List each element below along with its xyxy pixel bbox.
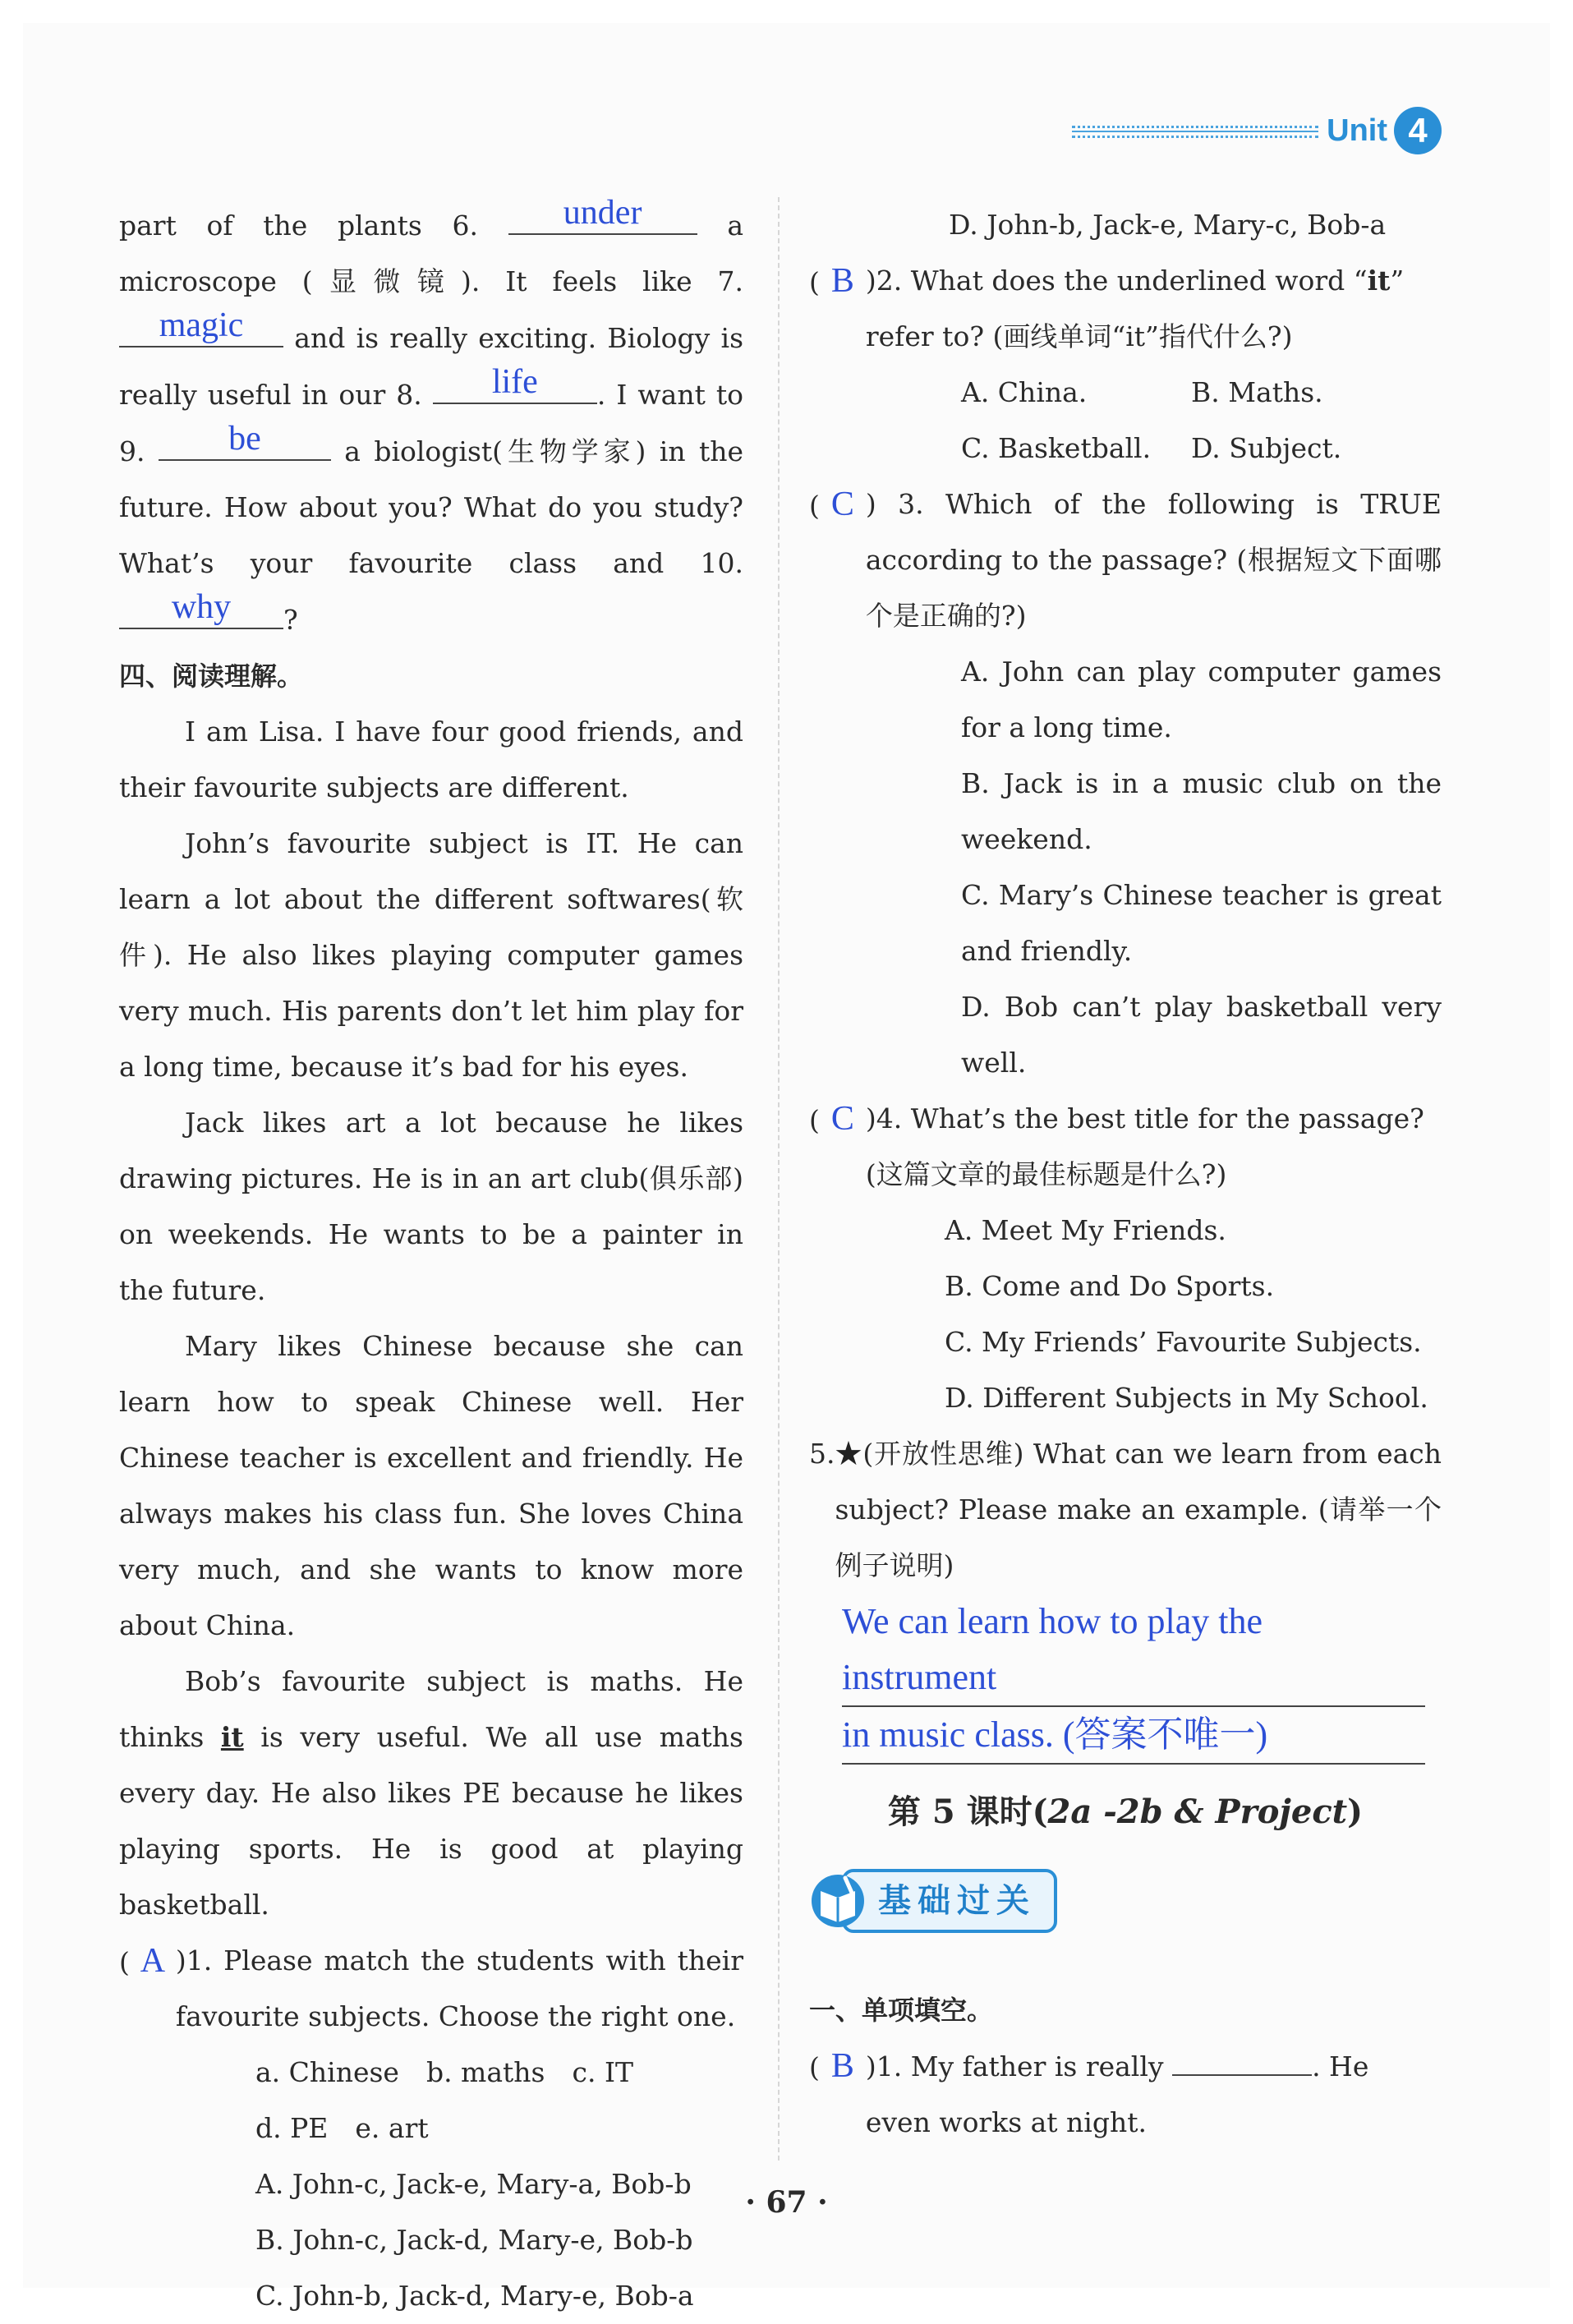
option-d: D. Subject. xyxy=(1191,432,1342,464)
star-icon: ★ xyxy=(835,1438,863,1470)
answer-paren: ( B xyxy=(809,2038,866,2151)
option-d: D. Different Subjects in My School. xyxy=(945,1382,1428,1414)
reading-paragraph-5 xyxy=(119,1654,743,1933)
cloze-text: part of the plants 6. xyxy=(119,209,478,242)
answer-7: magic xyxy=(159,306,244,344)
paragraph-text: is very useful. We all use maths every day. He also likes PE because he likes playing sports. He is good at playing basketball. xyxy=(119,1721,743,1921)
option-c: C. Basketball. xyxy=(961,432,1152,464)
option-c: C. My Friends’ Favourite Subjects. xyxy=(945,1326,1422,1358)
question-5-number: 5. xyxy=(809,1438,835,1470)
badge-label: 基础过关 xyxy=(842,1869,1057,1933)
question-text: (开放性思维) What can we learn from each subject? Please make an example. (请举一个例子说明) xyxy=(835,1438,1442,1581)
right-column xyxy=(809,197,1442,2151)
cloze-text: a microscope (显微镜). It feels like 7. xyxy=(119,209,743,297)
lesson-title xyxy=(809,1779,1442,1845)
exercise-1 xyxy=(809,2038,1442,2151)
lesson-title-subtitle: 2a -2b & Project xyxy=(1047,1792,1348,1831)
answer-paren: ( A xyxy=(119,1933,176,2045)
column-divider xyxy=(778,197,780,2161)
option-d: D. John-b, Jack-e, Mary-c, Bob-a xyxy=(949,209,1387,241)
exercise-1-text xyxy=(866,2038,1442,2151)
question-2-options xyxy=(809,365,1442,476)
question-text: ” refer to? (画线单词“it”指代什么?) xyxy=(865,265,1405,352)
question-text: )2. What does the underlined word “ xyxy=(865,265,1368,297)
subject-list: a. Chinese b. maths c. IT xyxy=(255,2056,633,2088)
cloze-text: a biologist(生物学家) in the future. How about you? What do you study? What’s your favourite class and 10. xyxy=(119,435,743,579)
question-3-answer[interactable]: C xyxy=(830,486,854,523)
question-4-text: )4. What’s the best title for the passage? (这篇文章的最佳标题是什么?) xyxy=(865,1102,1424,1190)
answer-paren: ( C xyxy=(809,476,866,644)
question-1 xyxy=(119,1933,743,2045)
answer-paren: ( C xyxy=(809,1091,866,1203)
question-5-answer[interactable] xyxy=(809,1594,1425,1765)
option-c: C. John-b, Jack-d, Mary-e, Bob-a xyxy=(255,2280,694,2312)
book-icon xyxy=(809,1868,867,1934)
subject-list: d. PE e. art xyxy=(255,2112,429,2144)
option-a: A. Meet My Friends. xyxy=(945,1214,1226,1246)
blank-8[interactable] xyxy=(433,363,597,404)
option-a: A. John-c, Jack-e, Mary-a, Bob-b xyxy=(255,2168,692,2200)
option-a: A. John can play computer games for a long time. xyxy=(961,656,1442,743)
question-4-answer[interactable]: C xyxy=(830,1100,854,1138)
question-2-text xyxy=(866,253,1442,365)
question-1-text: )1. Please match the students with their favourite subjects. Choose the right one. xyxy=(175,1944,743,2032)
option-b: B. Come and Do Sports. xyxy=(945,1270,1275,1302)
underlined-word: it xyxy=(220,1721,244,1753)
exercise-1-answer[interactable]: B xyxy=(830,2047,854,2085)
option-b: B. Jack is in a music club on the weekend. xyxy=(961,767,1442,855)
exercise-1-blank[interactable] xyxy=(1172,2038,1312,2076)
page-number: · 67 · xyxy=(745,2185,828,2220)
question-3-options xyxy=(809,644,1442,1091)
left-column xyxy=(119,194,743,2324)
cloze-text: and is really exciting. Biology is really useful in our 8. xyxy=(119,322,743,411)
blank-7[interactable] xyxy=(119,306,283,347)
question-text: . He even works at night. xyxy=(865,2050,1369,2138)
blank-10[interactable] xyxy=(119,588,283,629)
answer-6: under xyxy=(563,194,642,232)
cloze-passage xyxy=(119,194,743,648)
option-b: B. Maths. xyxy=(1191,376,1323,408)
question-3-text: ) 3. Which of the following is TRUE according to the passage? (根据短文下面哪个是正确的?) xyxy=(865,488,1442,632)
question-text: )1. My father is really xyxy=(865,2050,1164,2082)
option-c: C. Mary’s Chinese teacher is great and friendly. xyxy=(961,879,1442,967)
lesson-title-text: 第 5 课时( xyxy=(887,1792,1048,1831)
unit-label: Unit xyxy=(1327,113,1387,148)
question-4-options xyxy=(809,1203,1442,1426)
answer-9: be xyxy=(228,420,261,458)
blank-9[interactable] xyxy=(159,420,331,461)
answer-line-2: in music class. (答案不唯一) xyxy=(842,1707,1425,1765)
option-b: B. John-c, Jack-d, Mary-e, Bob-b xyxy=(255,2224,693,2256)
cloze-text: ? xyxy=(283,604,298,636)
answer-10: why xyxy=(171,588,232,626)
option-d: D. Bob can’t play basketball very well. xyxy=(961,991,1442,1079)
unit-number-badge: 4 xyxy=(1394,107,1442,154)
answer-8: life xyxy=(491,363,538,401)
answer-paren: ( B xyxy=(809,253,866,365)
reading-paragraph-4: Mary likes Chinese because she can learn how to speak Chinese well. Her Chinese teacher is excellent and friendly. He always makes his class fun. She loves China very much, and she wants to know more about China. xyxy=(119,1330,743,1641)
lesson-title-text: ) xyxy=(1347,1792,1364,1831)
question-1-options xyxy=(119,2045,743,2324)
section-single-choice-title: 一、单项填空。 xyxy=(809,1995,994,2026)
question-5-text xyxy=(835,1426,1442,1594)
keyword: it xyxy=(1367,265,1391,297)
question-1-answer[interactable]: A xyxy=(140,1942,166,1980)
cloze-text: . I want to 9. xyxy=(119,379,743,467)
answer-line-1: We can learn how to play the instrument xyxy=(842,1594,1425,1707)
paragraph-text: Bob’s favourite subject is maths. He thinks xyxy=(119,1665,743,1753)
header-decoration xyxy=(1072,122,1318,139)
question-4 xyxy=(809,1091,1442,1203)
reading-paragraph-3: Jack likes art a lot because he likes drawing pictures. He is in an art club(俱乐部) on weekends. He wants to be a painter in the future. xyxy=(119,1107,743,1306)
blank-6[interactable] xyxy=(508,194,697,235)
question-2-answer[interactable]: B xyxy=(830,262,854,300)
question-2 xyxy=(809,253,1442,365)
reading-paragraph-2: John’s favourite subject is IT. He can learn a lot about the different softwares(软件). He also likes playing computer games very much. His parents don’t let him play for a long time, because it’s bad for his eyes. xyxy=(119,827,743,1083)
unit-header xyxy=(1072,107,1442,154)
question-3 xyxy=(809,476,1442,644)
question-5 xyxy=(809,1426,1442,1594)
reading-paragraph-1: I am Lisa. I have four good friends, and their favourite subjects are different. xyxy=(119,716,743,803)
section-badge xyxy=(809,1868,1057,1934)
section-reading-title: 四、阅读理解。 xyxy=(119,660,304,692)
option-a: A. China. xyxy=(961,376,1088,408)
